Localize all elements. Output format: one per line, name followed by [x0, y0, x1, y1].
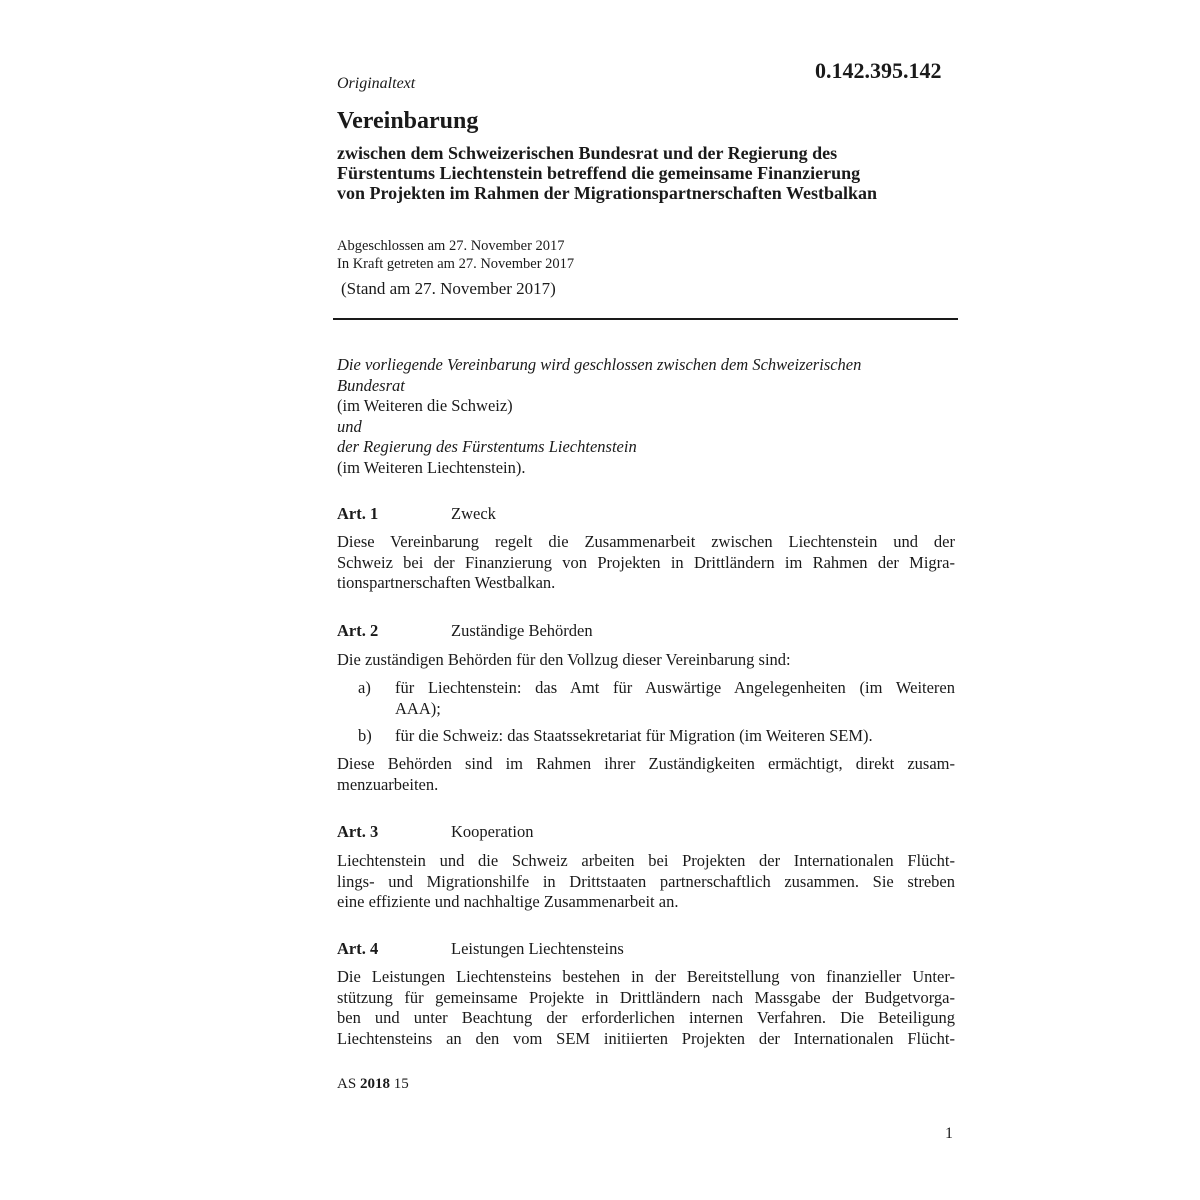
article-intro — [337, 650, 955, 671]
article-line: Schweiz bei der Finanzierung von Projekten in Drittländern im Rahmen der Migra- — [337, 552, 955, 572]
article-heading — [337, 621, 593, 641]
in-force-date: In Kraft getreten am 27. November 2017 — [337, 256, 575, 272]
header-divider — [333, 318, 958, 320]
as-year: 2018 — [359, 1076, 390, 1092]
list-item-line: für Liechtenstein: das Amt für Auswärtige Angelegenheiten (im Weiteren — [395, 678, 955, 697]
article-number: Art. 2 — [337, 621, 379, 640]
article-title: Zweck — [451, 504, 496, 523]
article-line: Die zuständigen Behörden für den Vollzug dieser Vereinbarung sind: — [337, 650, 791, 669]
article-line: Liechtenstein und die Schweiz arbeiten bei Projekten der Internationalen Flücht- — [337, 851, 955, 870]
article-number: Art. 3 — [337, 822, 379, 841]
list-item-label: b) — [358, 726, 372, 745]
sr-number: 0.142.395.142 — [815, 58, 942, 83]
article-number: Art. 4 — [337, 939, 379, 958]
article-line: Liechtensteins an den vom SEM initiierten Projekten der Internationalen Flücht- — [337, 1028, 955, 1048]
article-line: lings- und Migrationshilfe in Drittstaaten partnerschaftlich zusammen. Sie streben — [337, 871, 955, 891]
article-heading — [337, 939, 624, 959]
page-number: 1 — [945, 1125, 953, 1142]
article-title: Zuständige Behörden — [451, 621, 593, 640]
article-heading — [337, 822, 533, 842]
article-body — [337, 532, 955, 594]
document-title: Vereinbarung — [337, 108, 479, 134]
article-line: eine effiziente und nachhaltige Zusammenarbeit an. — [337, 892, 679, 911]
article-line: menzuarbeiten. — [337, 774, 439, 794]
subtitle-line: von Projekten im Rahmen der Migrationspartnerschaften Westbalkan — [337, 183, 877, 203]
as-prefix: AS — [337, 1076, 357, 1092]
article-body — [337, 967, 955, 1049]
concluded-date: Abgeschlossen am 27. November 2017 — [337, 238, 565, 254]
subtitle-line: Fürstentums Liechtenstein betreffend die gemeinsame Finanzierung — [337, 163, 861, 183]
status-date: (Stand am 27. November 2017) — [341, 279, 556, 298]
document-subtitle — [337, 143, 877, 203]
article-number: Art. 1 — [337, 504, 379, 523]
article-heading — [337, 504, 496, 524]
preamble-line: der Regierung des Fürstentums Liechtenstein — [337, 437, 637, 456]
article-line: Diese Behörden sind im Rahmen ihrer Zuständigkeiten ermächtigt, direkt zusam- — [337, 754, 955, 773]
article-title: Leistungen Liechtensteins — [451, 939, 624, 958]
preamble-line: (im Weiteren Liechtenstein). — [337, 457, 526, 477]
preamble-line: Bundesrat — [337, 375, 405, 395]
article-line: stützung für gemeinsame Projekte in Drittländern nach Massgabe der Budgetvorga- — [337, 987, 955, 1007]
original-text-label: Originaltext — [337, 75, 416, 92]
preamble — [337, 355, 955, 478]
article-line: Die Leistungen Liechtensteins bestehen in der Bereitstellung von finanzieller Unter- — [337, 967, 955, 986]
as-page: 15 — [393, 1076, 409, 1092]
subtitle-line: zwischen dem Schweizerischen Bundesrat und der Regierung des — [337, 143, 838, 163]
list-item-line: für die Schweiz: das Staatssekretariat für Migration (im Weiteren SEM). — [395, 726, 873, 745]
article-line: ben und unter Beachtung der erforderlichen internen Verfahren. Die Beteiligung — [337, 1008, 955, 1027]
article-body — [337, 851, 955, 913]
article-line: tionspartnerschaften Westbalkan. — [337, 573, 556, 592]
list-item-label: a) — [358, 678, 371, 697]
article-line: Diese Vereinbarung regelt die Zusammenarbeit zwischen Liechtenstein und der — [337, 532, 955, 551]
preamble-line: und — [337, 416, 362, 436]
article-body — [337, 754, 955, 795]
preamble-line: (im Weiteren die Schweiz) — [337, 396, 513, 415]
preamble-line: Die vorliegende Vereinbarung wird geschlossen zwischen dem Schweizerischen — [337, 355, 862, 374]
article-title: Kooperation — [451, 822, 534, 841]
official-collection-reference — [337, 1076, 409, 1093]
list-item-line: AAA); — [395, 698, 441, 718]
